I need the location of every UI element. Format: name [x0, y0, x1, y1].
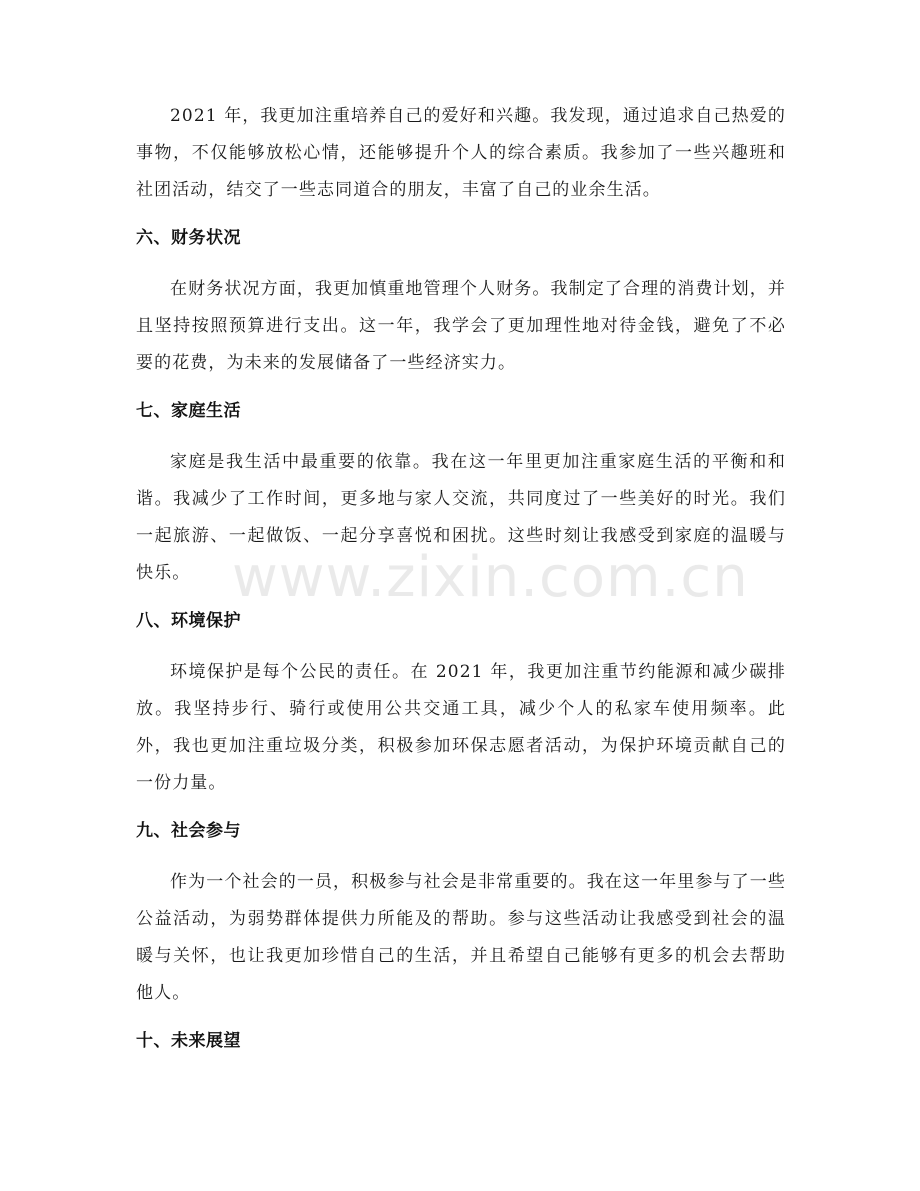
- heading-finance: 六、财务状况: [136, 228, 241, 248]
- heading-environment: 八、环境保护: [136, 611, 241, 631]
- paragraph-environment: 环境保护是每个公民的责任。在 2021 年，我更加注重节约能源和减少碳排放。我坚持步行、骑行或使用公共交通工具，减少个人的私家车使用频率。此外，我也更加注重垃圾分类，积极参加环保志愿者活动，为保护环境贡献自己的一份力量。: [136, 662, 786, 793]
- heading-social: 九、社会参与: [136, 821, 241, 841]
- paragraph-social: 作为一个社会的一员，积极参与社会是非常重要的。我在这一年里参与了一些公益活动，为弱势群体提供力所能及的帮助。参与这些活动让我感受到社会的温暖与关怀，也让我更加珍惜自己的生活，并且希望自己能够有更多的机会去帮助他人。: [136, 872, 786, 1003]
- paragraph-finance: 在财务状况方面，我更加慎重地管理个人财务。我制定了合理的消费计划，并且坚持按照预算进行支出。这一年，我学会了更加理性地对待金钱，避免了不必要的花费，为未来的发展储备了一些经济实力。: [136, 279, 786, 373]
- document-body: [136, 98, 786, 1055]
- paragraph-family: 家庭是我生活中最重要的依靠。我在这一年里更加注重家庭生活的平衡和和谐。我减少了工作时间，更多地与家人交流，共同度过了一些美好的时光。我们一起旅游、一起做饭、一起分享喜悦和困扰。这些时刻让我感受到家庭的温暖与快乐。: [136, 452, 786, 583]
- watermark: www.zixin.com.cn: [232, 545, 749, 610]
- heading-family: 七、家庭生活: [136, 401, 241, 421]
- paragraph-hobbies: 2021 年，我更加注重培养自己的爱好和兴趣。我发现，通过追求自己热爱的事物，不仅能够放松心情，还能够提升个人的综合素质。我参加了一些兴趣班和社团活动，结交了一些志同道合的朋友，丰富了自己的业余生活。: [136, 106, 786, 200]
- heading-future: 十、未来展望: [136, 1031, 241, 1051]
